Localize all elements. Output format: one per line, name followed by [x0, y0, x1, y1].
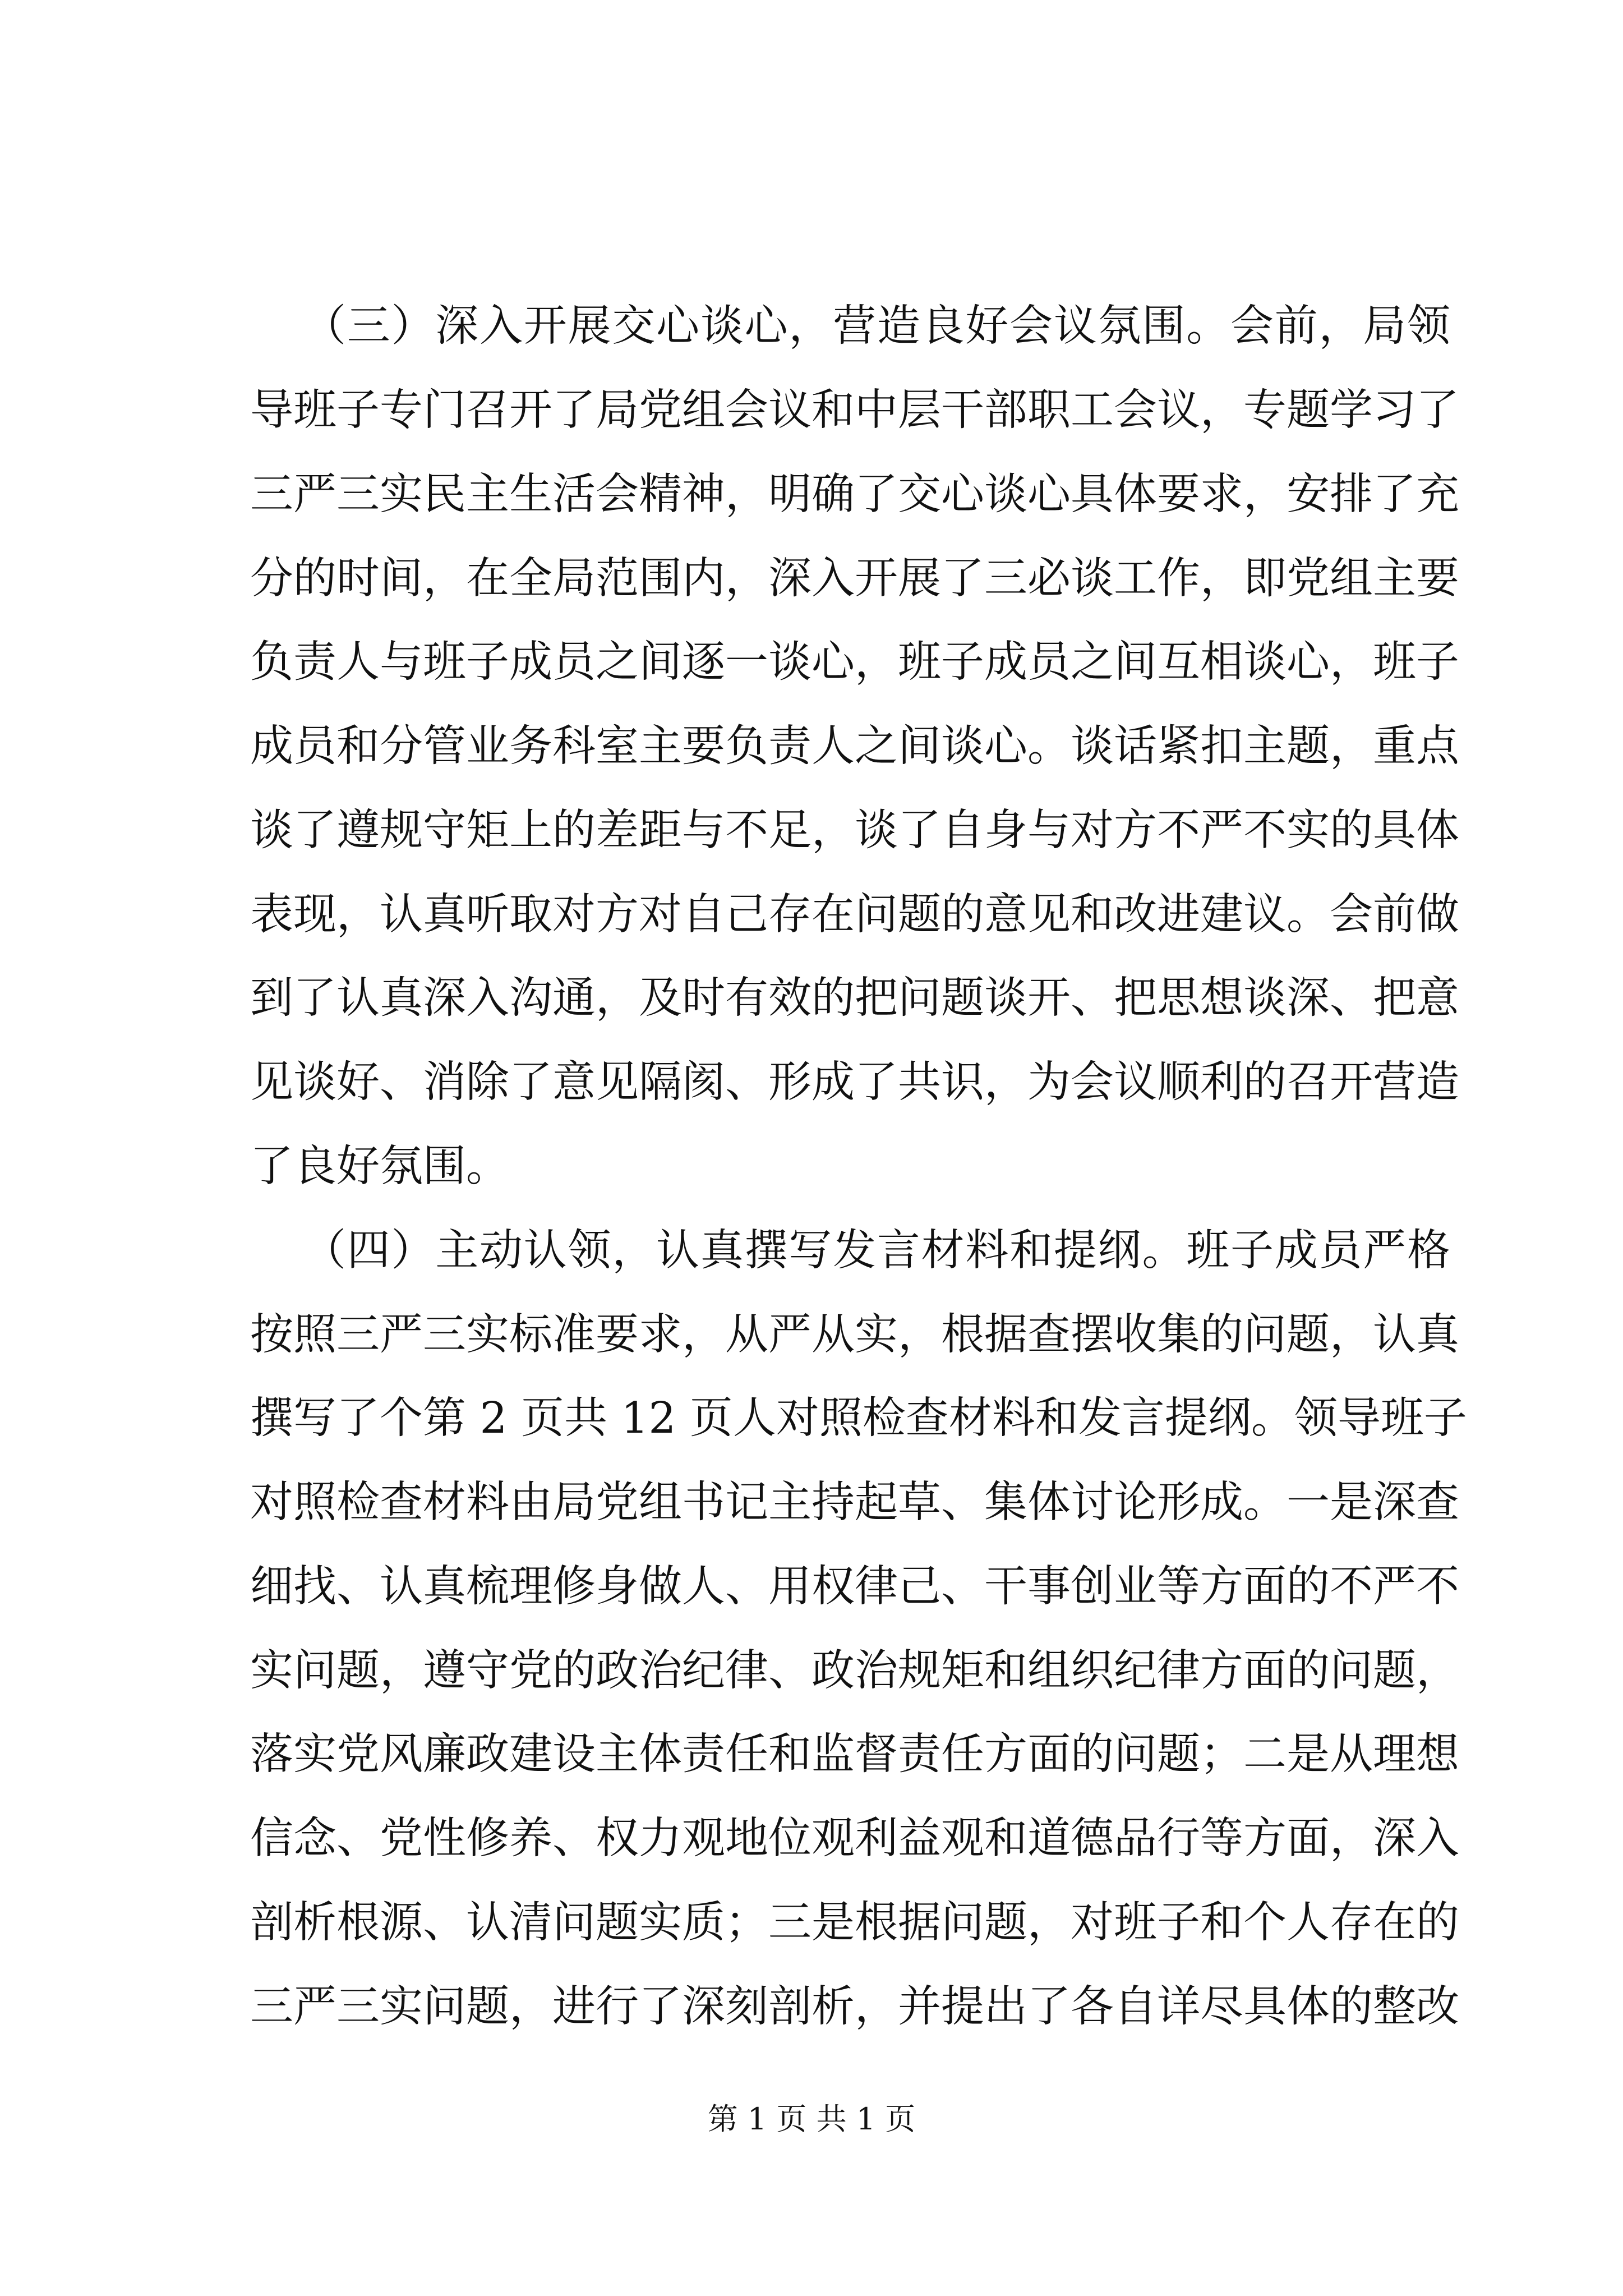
paragraph-line: 表现，认真听取对方对自己存在问题的意见和改进建议。会前做	[250, 890, 1459, 940]
paragraph-line: 撰写了个第 2 页共 12 页人对照检查材料和发言提纲。领导班子	[250, 1393, 1467, 1443]
paragraph-line: 剖析根源、认清问题实质；三是根据问题，对班子和个人存在的	[250, 1898, 1459, 1948]
paragraph-line: 三严三实问题，进行了深刻剖析，并提出了各自详尽具体的整改	[250, 1982, 1459, 2032]
paragraph-line: 按照三严三实标准要求，从严从实，根据查摆收集的问题，认真	[250, 1310, 1459, 1360]
paragraph-line: 导班子专门召开了局党组会议和中层干部职工会议，专题学习了	[250, 385, 1459, 435]
paragraph-line: 负责人与班子成员之间逐一谈心，班子成员之间互相谈心，班子	[250, 637, 1459, 687]
paragraph-line: （三）深入开展交心谈心，营造良好会议氛围。会前，局领	[303, 301, 1450, 351]
paragraph-line: 成员和分管业务科室主要负责人之间谈心。谈话紧扣主题，重点	[250, 721, 1459, 771]
paragraph-line: 了良好氛围。	[250, 1142, 509, 1191]
paragraph-line: 谈了遵规守矩上的差距与不足，谈了自身与对方不严不实的具体	[250, 806, 1459, 855]
paragraph-line: 三严三实民主生活会精神，明确了交心谈心具体要求，安排了充	[250, 470, 1459, 519]
paragraph-line: 见谈好、消除了意见隔阂、形成了共识，为会议顺利的召开营造	[250, 1057, 1459, 1107]
paragraph-line: 信念、党性修养、权力观地位观利益观和道德品行等方面，深入	[250, 1814, 1459, 1864]
paragraph-line: 到了认真深入沟通，及时有效的把问题谈开、把思想谈深、把意	[250, 973, 1459, 1023]
paragraph-line: 分的时间，在全局范围内，深入开展了三必谈工作，即党组主要	[250, 554, 1459, 604]
page-footer	[0, 2097, 1623, 2142]
paragraph-line: （四）主动认领，认真撰写发言材料和提纲。班子成员严格	[303, 1226, 1450, 1276]
paragraph-line: 落实党风廉政建设主体责任和监督责任方面的问题；二是从理想	[250, 1729, 1459, 1779]
paragraph-line: 细找、认真梳理修身做人、用权律己、干事创业等方面的不严不	[250, 1562, 1459, 1612]
paragraph-line: 实问题，遵守党的政治纪律、政治规矩和组织纪律方面的问题，	[250, 1646, 1459, 1696]
page-number-label: 第 1 页 共 1 页	[707, 2101, 916, 2137]
paragraph-line: 对照检查材料由局党组书记主持起草、集体讨论形成。一是深查	[250, 1478, 1459, 1527]
